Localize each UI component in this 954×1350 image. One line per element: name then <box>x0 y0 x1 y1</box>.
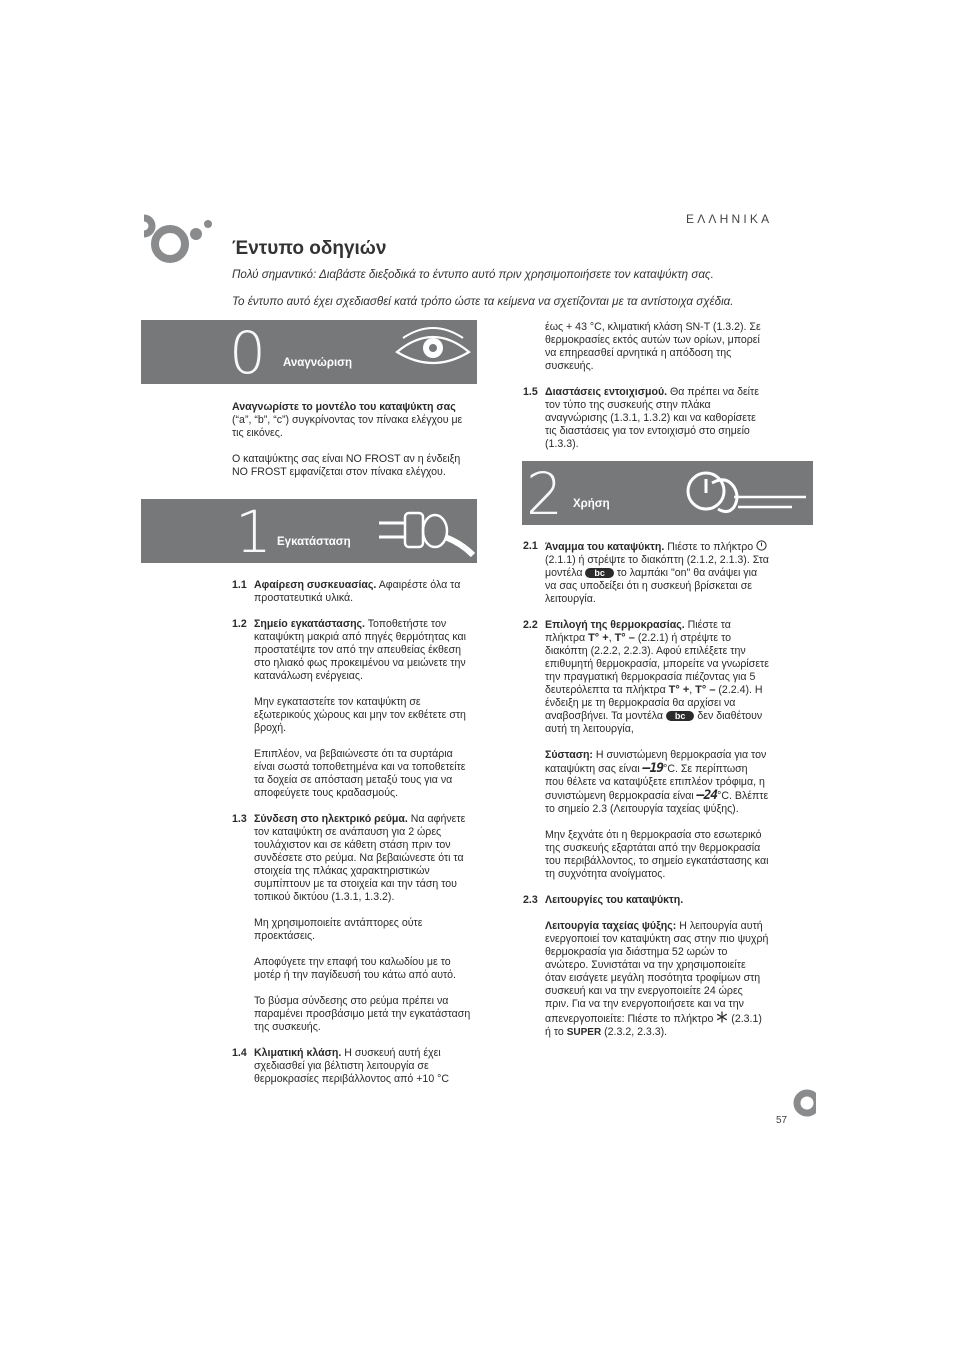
list-item: 1.4 Κλιματική κλάση. Η συσκευή αυτή έχει σχεδιασθεί για βέλτιστη λειτουργία σε θερμοκρασίες περιβάλλοντος από +10 °C <box>232 1047 450 1085</box>
identification-text: Αναγνωρίστε το μοντέλο του καταψύκτη σας (“a”, “b”, “c”) συγκρίνοντας τον πίνακα ελέγχου με τις εικόνες. Ο καταψύκτης σας είναι NO FROST αν η ένδειξη NO FROST εμφανίζεται στον πίνακα ελέγχου. <box>232 401 476 492</box>
temp-minus-key: T° – <box>614 632 635 644</box>
brand-logo-icon <box>134 210 216 272</box>
bc-model-badge: bc <box>666 711 695 721</box>
list-item: 2.1 Άναμμα του καταψύκτη. Πιέστε το πλήκτρο (2.1.1) ή στρέψτε το διακόπτη (2.1.2, 2.1.3). Στα μοντέλα bc το λαμπάκι "on" θα ανάψει για να σας υποδείξει ότι η συσκευή βρίσκεται σε λειτουργία. <box>523 540 769 605</box>
no-frost-note: Ο καταψύκτης σας είναι NO FROST αν η ένδειξη NO FROST εμφανίζεται στον πίνακα ελέγχου. <box>232 453 461 478</box>
column-2-top <box>523 321 769 464</box>
section-label: Αναγνώριση <box>283 357 353 369</box>
list-item: 1.1 Αφαίρεση συσκευασίας. Αφαιρέστε όλα τα προστατευτικά υλικά. <box>232 579 461 604</box>
section-label: Χρήση <box>573 498 610 510</box>
list-item: 2.2 Επιλογή της θερμοκρασίας. Πιέστε τα πλήκτρα T° +, T° – (2.2.1) ή στρέψτε το διακόπτη (2.2.2, 2.2.3). Αφού επιλέξετε την επιθυμητή θερμοκρασία, μπορείτε να γνωρίσετε την πραγματική θερμοκρασία πιέζοντας για 5 δευτερόλεπτα τα πλήκτρα T° +, T° – (2.2.4). Η ένδειξη με τη θερμοκρασία θα αρχίσει να αναβοσβήνει. Τα μοντέλα bc δεν διαθέτουν αυτή τη λειτουργία, Σύσταση: Η συνιστώμενη θερμοκρασία για τον καταψύκτη σας είναι –19°C. Σε περίπτωση που θέλετε να καταψύξετε επιπλέον τρόφιμα, η συνιστώμενη θερμοκρασία είναι –24°C. Βλέπτε το σημείο 2.3 (Λειτουργία ταχείας ψύξης). Μην ξεχνάτε ότι η θερμοκρασία στο εσωτερικό της συσκευής εξαρτάται από την θερμοκρασία του περιβάλλοντος, το σημείο εγκατάστασης και τη συχνότητα ανοίγματος. <box>523 619 769 880</box>
section-number: 0 <box>229 319 266 387</box>
language-label: ΕΛΛΗΝΙΚΑ <box>686 212 773 226</box>
eye-icon <box>393 326 473 376</box>
installation-list <box>232 579 476 1099</box>
temp-plus-key: T° + <box>588 632 609 644</box>
power-button-icon <box>756 540 767 551</box>
bc-model-badge: bc <box>585 568 614 578</box>
section-number: 2 <box>526 460 563 528</box>
section-label: Εγκατάσταση <box>277 536 351 548</box>
list-item: έως + 43 °C, κλιματική κλάση SN-T (1.3.2). Σε θερμοκρασίες εκτός αυτών των ορίων, μπορεί να επηρεασθεί αρνητικά η απόδοση της συσκευής. <box>545 321 761 372</box>
button-press-icon <box>682 467 810 521</box>
identify-model-heading: Αναγνωρίστε το μοντέλο του καταψύκτη σας <box>232 401 456 413</box>
super-key-label: SUPER <box>566 1027 602 1038</box>
intro-note: Το έντυπο αυτό έχει σχεδιασθεί κατά τρόπο ώστε τα κείμενα να σχετίζονται με τα αντίστοιχα σχέδια. <box>232 295 734 308</box>
section-number: 1 <box>235 498 272 566</box>
list-item: 2.3 Λειτουργίες του καταψύκτη. Λειτουργία ταχείας ψύξης: Η λειτουργία αυτή ενεργοποιεί τον καταψύκτη σας στην πιο ψυχρή θερμοκρασία για διάστημα 52 ωρών το ανώτερο. Συνιστάται να την χρησιμοποιείτε όταν εισάγετε μεγάλη ποσότητα τροφίμων στη συσκευή και να την ενεργοποιείτε 24 ώρες πριν. Για να την ενεργοποιήσετε και να την απενεργοποιείτε: Πιέστε το πλήκτρο (2.3.1) ή το SUPER (2.3.2, 2.3.3). <box>523 894 769 1038</box>
section-banner-identification <box>141 319 477 387</box>
section-banner-use <box>522 460 813 528</box>
recommended-temp-display: –19 <box>642 761 664 776</box>
page-title: Έντυπο οδηγιών <box>232 238 387 259</box>
snowflake-icon <box>716 1011 728 1023</box>
page-number: 57 <box>776 1115 788 1126</box>
intro-warning: Πολύ σημαντικό: Διαβάστε διεξοδικά το έντυπο αυτό πριν χρησιμοποιήσετε τον καταψύκτη σας. <box>232 268 714 281</box>
plug-icon <box>375 507 475 557</box>
list-item: 1.3 Σύνδεση στο ηλεκτρικό ρεύμα. Να αφήνετε τον καταψύκτη σε ανάπαυση για 2 ώρες τουλάχιστον και σε κάθετη στάση πριν τον συνδέσετε στο ρεύμα. Να βεβαιώνεστε ότι τα στοιχεία της πλάκας χαρακτηριστικών συμπίπτουν με τα στοιχεία και την τάση του τοπικού δικτύου (1.3.1, 1.3.2). Μη χρησιμοποιείτε αντάπτορες ούτε προεκτάσεις. Αποφύγετε την επαφή του καλωδίου με το μοτέρ ή την παγίδευσή του κάτω από αυτό. Το βύσμα σύνδεσης στο ρεύμα πρέπει να παραμένει προσβάσιμο μετά την εγκατάσταση της συσκευής. <box>232 813 471 1033</box>
page-marker-icon <box>790 1088 816 1118</box>
list-item: 1.2 Σημείο εγκατάστασης. Τοποθετήστε τον καταψύκτη μακριά από πηγές θερμότητας και προστατέψτε τον από την απευθείας έκθεση στο ηλιακό φως προκειμένου να μειώνετε την κατανάλωση ενέργειας. Μην εγκαταστείτε τον καταψύκτη σε εξωτερικούς χώρους και μην τον εκθέτετε στη βροχή. Επιπλέον, να βεβαιώνεστε ότι τα συρτάρια είναι σωστά τοποθετημένα και να τοποθετείτε τα δοχεία σε απόσταση μεταξύ τους για να αποφεύγετε τους κραδασμούς. <box>232 618 467 799</box>
use-list <box>523 540 769 1052</box>
fast-freeze-temp-display: –24 <box>696 788 718 803</box>
section-banner-installation <box>141 498 477 566</box>
list-item: 1.5 Διαστάσεις εντοιχισμού. Θα πρέπει να δείτε τον τύπο της συσκευής στην πλάκα αναγνώρισης (1.3.1, 1.3.2) και να καθορίσετε τις διαστάσεις για τον εντοιχισμό στο σημείο (1.3.3). <box>523 386 759 450</box>
